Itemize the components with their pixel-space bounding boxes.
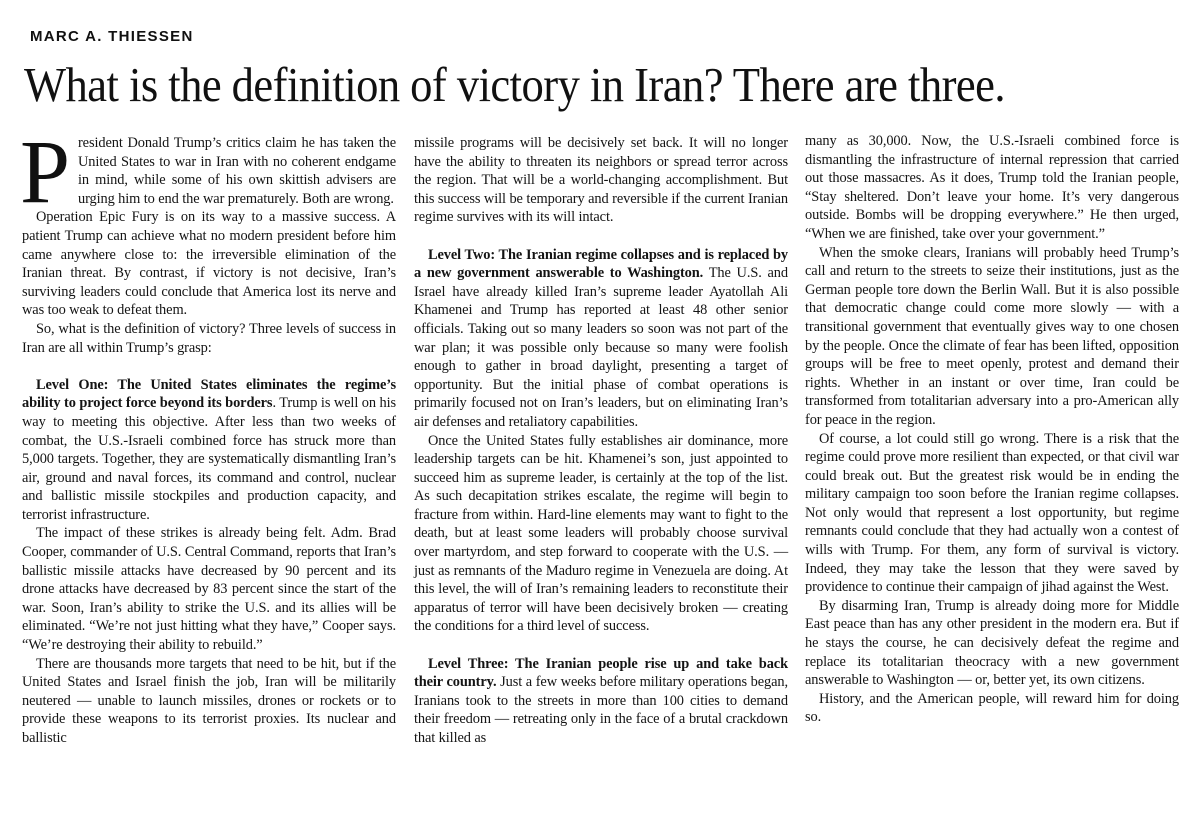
paragraph-11: Of course, a lot could still go wrong. There is a risk that the regime could prove more resilient than expected, or that civil war could break out. But the greatest risk would be in ending the military campaign too soon before the Iranian regime collapses. Not only would that represent a lost opportunity, but regime remnants could conclude that they had actually won a contest of wills with Trump. For them, any form of survival is victory. Indeed, they may take the lesson that they were saved by providence to continue their campaign of jihad against the West. <box>805 430 1179 596</box>
paragraph-6: There are thousands more targets that need to be hit, but if the United States and Israel finish the job, Iran will be militarily neutered — unable to launch missiles, drones or rockets or to provide these weapons to its terrorist proxies. Its nuclear and ballistic <box>22 655 396 746</box>
paragraph-1 <box>20 123 396 222</box>
byline: MARC A. THIESSEN <box>30 28 194 45</box>
paragraph-6-continued: missile programs will be decisively set back. It will no longer have the ability to threaten its neighbors or spread terror across the region. That will be a world-changing accomplishment. But this success will be temporary and reversible if the current Iranian regime survives with its will intact. <box>414 135 788 226</box>
level-three-heading: Level Three: The Iranian people rise up and take back their country. <box>414 655 788 691</box>
paragraph-10: When the smoke clears, Iranians will probably heed Trump’s call and return to the streets to seize their institutions, just as the German people tore down the Berlin Wall. But it is also possible that democratic change could come more slowly — with a transitional government that eventually gives way to one chosen by the people. Once the climate of fear has been lifted, opposition groups will be free to meet openly, protest and demand their rights. Whether in an instant or over time, Iran could be transformed from totalitarian adversary into a pro-American ally for peace in the region. <box>805 244 1179 428</box>
paragraph-8: Once the United States fully establishes air dominance, more leadership targets can be hit. Khamenei’s son, just appointed to succeed him as supreme leader, is certainly at the top of the list. As such decapitation strikes escalate, the regime will begin to fracture from within. Hard-line elements may want to fight to the death, but at least some leaders will probably choose survival over martyrdom, and step forward to cooperate with the U.S. — just as remnants of the Maduro regime in Venezuela are doing. At this level, the will of Iran’s remaining leaders to reconstitute their apparatus of terror will have been decisively broken — creating the conditions for a third level of success. <box>414 432 788 635</box>
level-two-paragraph <box>414 246 788 432</box>
level-one-heading: Level One: The United States eliminates the regime’s ability to project force beyond its borders <box>22 376 396 412</box>
level-one-paragraph <box>22 376 396 525</box>
article-column-3 <box>805 132 1179 727</box>
drop-cap: P <box>20 123 70 222</box>
paragraph-3: So, what is the definition of victory? Three levels of success in Iran are all within Trump’s grasp: <box>22 320 396 356</box>
paragraph-2: Operation Epic Fury is on its way to a massive success. A patient Trump can achieve what no modern president before him came anywhere close to: the irreversible elimination of the Iranian threat. By contrast, if victory is not decisive, Iran’s surviving leaders could conclude that America lost its nerve and was too weak to defeat them. <box>22 209 396 319</box>
article-column-2 <box>414 134 788 748</box>
level-one-body: . Trump is well on his way to meeting this objective. After less than two weeks of combat, the U.S.-Israeli combined force has struck more than 5,000 targets. Together, they are systematically dismantling Iran’s air, ground and naval forces, its command and control, nuclear and ballistic missile stockpiles and production capacity, and terrorist infrastructure. <box>22 395 396 523</box>
article-column-1 <box>20 123 396 748</box>
headline: What is the definition of victory in Iran? There are three. <box>24 57 1005 112</box>
paragraph-5: The impact of these strikes is already being felt. Adm. Brad Cooper, commander of U.S. Central Command, reports that Iran’s ballistic missile attacks have decreased by 90 percent and its drone attacks have decreased by 83 percent since the start of the war. Soon, Iran’s ability to strike the U.S. and its allies will be eliminated. “We’re not just hitting what they have,” Cooper says. “We’re destroying their ability to rebuild.” <box>22 525 396 654</box>
paragraph-13: History, and the American people, will reward him for doing so. <box>805 690 1179 726</box>
level-two-body: The U.S. and Israel have already killed Iran’s supreme leader Ayatollah Ali Khamenei and Trump has reported at least 48 other senior officials. Taking out so many leaders so soon was not part of the war plan; it was possible only because so many were foolish enough to gather in broad daylight, presenting a target of opportunity. But the initial phase of combat operations is primarily focused not on Iran’s leaders, but on eliminating Iran’s air defenses and retaliatory capabilities. <box>414 265 788 430</box>
level-three-body: Just a few weeks before military operations began, Iranians took to the streets in more than 100 cities to demand their freedom — retreating only in the face of a brutal crackdown that killed as <box>414 674 788 746</box>
level-two-heading: Level Two: The Iranian regime collapses and is replaced by a new government answerable to Washington. <box>414 246 788 282</box>
level-three-paragraph <box>414 655 788 748</box>
paragraph-9-continued: many as 30,000. Now, the U.S.-Israeli combined force is dismantling the infrastructure of internal repression that carried out those massacres. As it does, Trump told the Iranian people, “Stay sheltered. Don’t leave your home. It’s very dangerous outside. Bombs will be dropping everywhere.” He then urged, “When we are finished, take over your government.” <box>805 133 1179 242</box>
paragraph-12: By disarming Iran, Trump is already doing more for Middle East peace than has any other president in the modern era. But if he stays the course, he can decisively defeat the regime and replace its totalitarian theocracy with a new government answerable to Washington — or, better yet, its own citizens. <box>805 597 1179 689</box>
paragraph-1-text: resident Donald Trump’s critics claim he has taken the United States to war in Iran with no coherent endgame in mind, while some of his own skittish advisers are urging him to end the war prematurely. Both are wrong. <box>77 135 396 207</box>
